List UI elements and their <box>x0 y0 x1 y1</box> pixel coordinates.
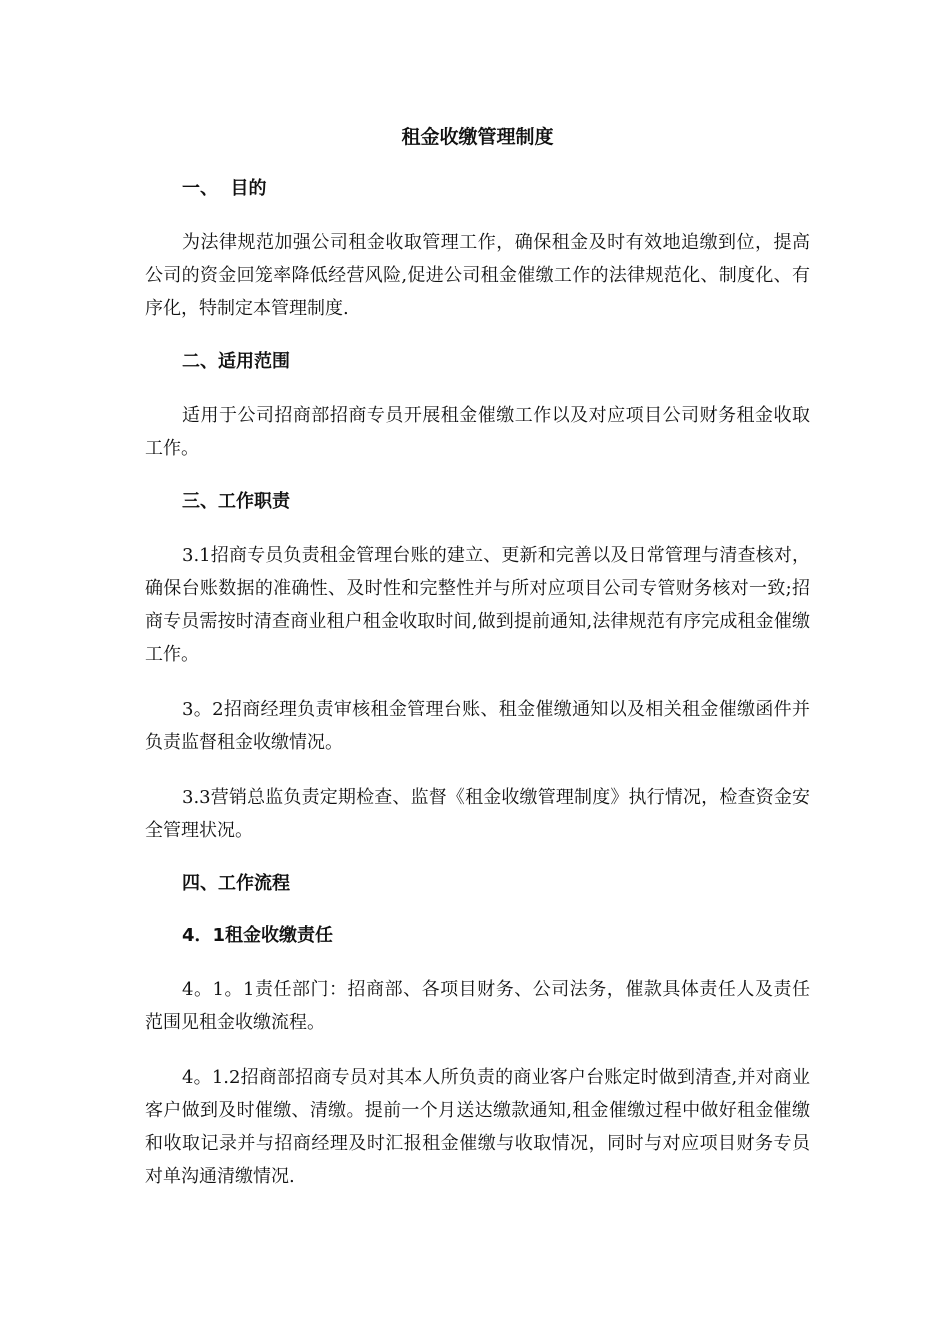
document-page <box>145 122 810 1215</box>
section-paragraph: 适用于公司招商部招商专员开展租金催缴工作以及对应项目公司财务租金收取工作。 <box>145 405 810 459</box>
section-heading-responsibilities: 三、工作职责 <box>182 491 290 512</box>
section-paragraph: 3.3营销总监负责定期检查、监督《租金收缴管理制度》执行情况，检查资金安全管理状况。 <box>145 787 810 841</box>
section-heading-scope: 二、适用范围 <box>182 351 290 372</box>
section-heading-purpose: 一、 目的 <box>182 178 267 199</box>
section-paragraph: 3。2招商经理负责审核租金管理台账、租金催缴通知以及相关租金催缴函件并负责监督租金收缴情况。 <box>145 699 810 753</box>
section-paragraph: 4。1。1责任部门：招商部、各项目财务、公司法务，催款具体责任人及责任范围见租金收缴流程。 <box>145 979 810 1033</box>
document-title: 租金收缴管理制度 <box>401 126 554 148</box>
subsection-heading-rent-collection: 4．1租金收缴责任 <box>182 925 334 946</box>
section-paragraph: 3.1招商专员负责租金管理台账的建立、更新和完善以及日常管理与清查核对，确保台账数据的准确性、及时性和完整性并与所对应项目公司专管财务核对一致;招商专员需按时清查商业租户租金收取时间,做到提前通知,法律规范有序完成租金催缴工作。 <box>145 545 810 665</box>
section-paragraph: 为法律规范加强公司租金收取管理工作，确保租金及时有效地追缴到位，提高公司的资金回笼率降低经营风险,促进公司租金催缴工作的法律规范化、制度化、有序化，特制定本管理制度. <box>145 232 810 319</box>
section-heading-workflow: 四、工作流程 <box>182 873 290 894</box>
section-paragraph: 4。1.2招商部招商专员对其本人所负责的商业客户台账定时做到清查,并对商业客户做到及时催缴、清缴。提前一个月送达缴款通知,租金催缴过程中做好租金催缴和收取记录并与招商经理及时汇报租金催缴与收取情况，同时与对应项目财务专员对单沟通清缴情况. <box>145 1067 810 1187</box>
